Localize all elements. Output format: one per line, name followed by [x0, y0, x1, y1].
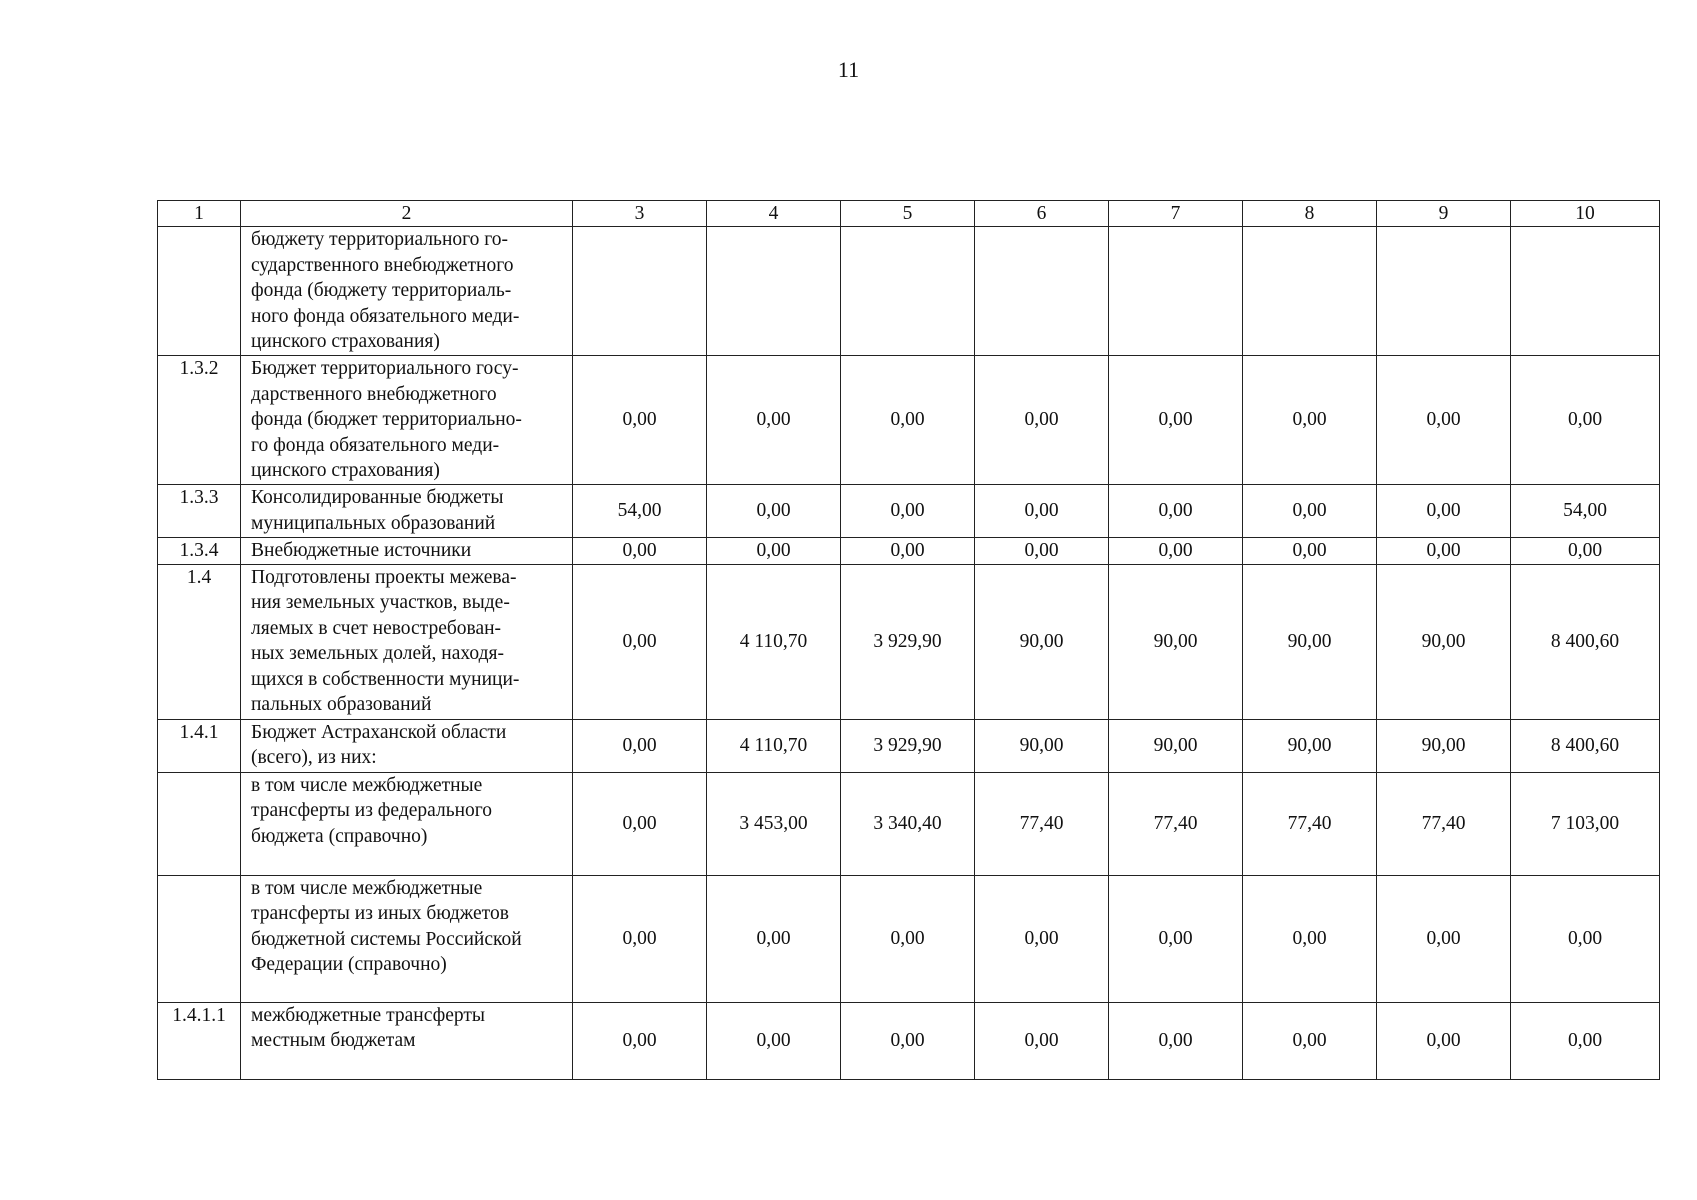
cell-value: 0,00 [1377, 485, 1511, 538]
cell-value: 0,00 [1511, 538, 1660, 565]
cell-value: 0,00 [1109, 485, 1243, 538]
cell-value: 0,00 [707, 485, 841, 538]
column-header: 2 [241, 201, 573, 227]
row-code: 1.4 [158, 564, 241, 719]
column-number-header-row [158, 201, 1660, 227]
row-description: в том числе межбюджетные трансферты из федерального бюджета (справочно) [241, 772, 573, 875]
row-code [158, 772, 241, 875]
cell-value: 0,00 [1109, 356, 1243, 485]
cell-value: 0,00 [1109, 875, 1243, 1002]
column-header: 9 [1377, 201, 1511, 227]
cell-value: 0,00 [975, 356, 1109, 485]
cell-value: 0,00 [975, 538, 1109, 565]
table-row [158, 227, 1660, 356]
table-row [158, 485, 1660, 538]
table-row [158, 1002, 1660, 1079]
row-description: Внебюджетные источники [241, 538, 573, 565]
cell-value: 0,00 [1243, 538, 1377, 565]
cell-value [1377, 227, 1511, 356]
cell-value: 0,00 [707, 1002, 841, 1079]
cell-value: 90,00 [1243, 564, 1377, 719]
row-description: Консолидированные бюджеты муниципальных образований [241, 485, 573, 538]
cell-value: 0,00 [707, 538, 841, 565]
column-header: 4 [707, 201, 841, 227]
cell-value: 8 400,60 [1511, 564, 1660, 719]
table-row [158, 875, 1660, 1002]
cell-value: 3 453,00 [707, 772, 841, 875]
row-description: бюджету территориального го- сударственного внебюджетного фонда (бюджету территориаль- ного фонда обязательного меди- цинского страхования) [241, 227, 573, 356]
cell-value [1511, 227, 1660, 356]
cell-value: 0,00 [573, 875, 707, 1002]
cell-value: 0,00 [707, 356, 841, 485]
cell-value: 0,00 [573, 564, 707, 719]
cell-value: 0,00 [573, 538, 707, 565]
row-description: Подготовлены проекты межева- ния земельных участков, выде- ляемых в счет невостребован- ных земельных долей, находя- щихся в собственности муници- пальных образований [241, 564, 573, 719]
cell-value: 3 929,90 [841, 719, 975, 772]
cell-value: 0,00 [573, 719, 707, 772]
cell-value [707, 227, 841, 356]
cell-value: 0,00 [1377, 875, 1511, 1002]
cell-value: 0,00 [1243, 1002, 1377, 1079]
cell-value: 0,00 [1109, 1002, 1243, 1079]
cell-value: 90,00 [975, 564, 1109, 719]
cell-value: 8 400,60 [1511, 719, 1660, 772]
budget-table [157, 200, 1660, 1080]
row-description: в том числе межбюджетные трансферты из иных бюджетов бюджетной системы Российской Федерации (справочно) [241, 875, 573, 1002]
cell-value: 0,00 [1109, 538, 1243, 565]
column-header: 8 [1243, 201, 1377, 227]
cell-value: 4 110,70 [707, 719, 841, 772]
cell-value: 0,00 [1511, 356, 1660, 485]
row-description: межбюджетные трансферты местным бюджетам [241, 1002, 573, 1079]
cell-value: 77,40 [1109, 772, 1243, 875]
cell-value: 0,00 [975, 1002, 1109, 1079]
cell-value: 54,00 [1511, 485, 1660, 538]
cell-value: 0,00 [1377, 356, 1511, 485]
cell-value: 90,00 [1109, 564, 1243, 719]
cell-value [573, 227, 707, 356]
column-header: 3 [573, 201, 707, 227]
column-header: 10 [1511, 201, 1660, 227]
cell-value: 0,00 [1243, 356, 1377, 485]
cell-value: 0,00 [573, 772, 707, 875]
table-row [158, 356, 1660, 485]
cell-value: 0,00 [573, 1002, 707, 1079]
cell-value: 54,00 [573, 485, 707, 538]
column-header: 5 [841, 201, 975, 227]
row-description: Бюджет Астраханской области (всего), из них: [241, 719, 573, 772]
table-row [158, 564, 1660, 719]
row-code: 1.3.3 [158, 485, 241, 538]
cell-value: 0,00 [1243, 875, 1377, 1002]
cell-value: 90,00 [1377, 719, 1511, 772]
cell-value: 90,00 [975, 719, 1109, 772]
cell-value [1243, 227, 1377, 356]
cell-value: 0,00 [841, 1002, 975, 1079]
cell-value: 0,00 [1243, 485, 1377, 538]
column-header: 7 [1109, 201, 1243, 227]
cell-value: 0,00 [707, 875, 841, 1002]
column-header: 6 [975, 201, 1109, 227]
row-code: 1.4.1.1 [158, 1002, 241, 1079]
cell-value: 7 103,00 [1511, 772, 1660, 875]
table-row [158, 772, 1660, 875]
cell-value: 4 110,70 [707, 564, 841, 719]
cell-value: 3 929,90 [841, 564, 975, 719]
cell-value: 90,00 [1377, 564, 1511, 719]
cell-value [841, 227, 975, 356]
cell-value: 0,00 [841, 875, 975, 1002]
row-code: 1.3.4 [158, 538, 241, 565]
row-code [158, 875, 241, 1002]
cell-value: 0,00 [1377, 538, 1511, 565]
page-number: 11 [837, 57, 860, 82]
cell-value: 0,00 [841, 538, 975, 565]
cell-value: 90,00 [1109, 719, 1243, 772]
cell-value: 0,00 [1377, 1002, 1511, 1079]
cell-value: 3 340,40 [841, 772, 975, 875]
row-description: Бюджет территориального госу- дарственного внебюджетного фонда (бюджет территориально- го фонда обязательного меди- цинского страхования) [241, 356, 573, 485]
table-row [158, 538, 1660, 565]
cell-value: 0,00 [573, 356, 707, 485]
cell-value: 77,40 [1377, 772, 1511, 875]
cell-value: 77,40 [975, 772, 1109, 875]
row-code: 1.3.2 [158, 356, 241, 485]
column-header: 1 [158, 201, 241, 227]
cell-value: 90,00 [1243, 719, 1377, 772]
row-code [158, 227, 241, 356]
cell-value: 0,00 [841, 485, 975, 538]
cell-value [1109, 227, 1243, 356]
cell-value: 77,40 [1243, 772, 1377, 875]
cell-value: 0,00 [1511, 875, 1660, 1002]
cell-value: 0,00 [975, 875, 1109, 1002]
table-row [158, 719, 1660, 772]
cell-value: 0,00 [1511, 1002, 1660, 1079]
cell-value [975, 227, 1109, 356]
row-code: 1.4.1 [158, 719, 241, 772]
cell-value: 0,00 [841, 356, 975, 485]
cell-value: 0,00 [975, 485, 1109, 538]
